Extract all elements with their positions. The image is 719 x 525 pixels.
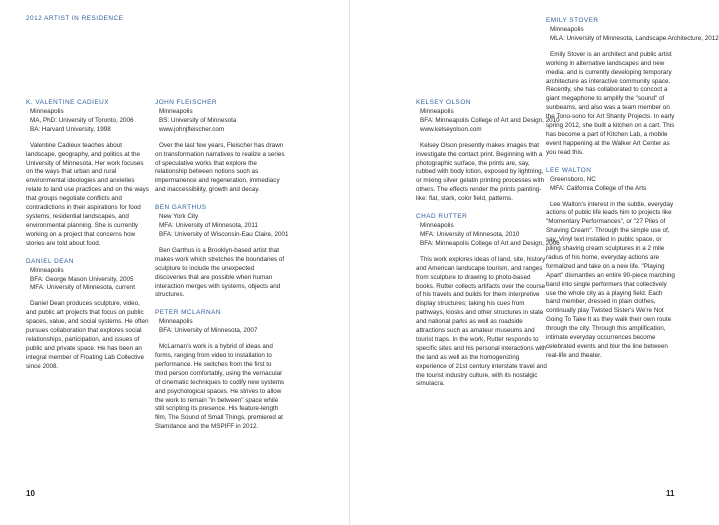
artist-bio: This work explores ideas of land, site, history and American landscape tourism, and ranges from sculpture to drawing to photo-based books. Rutter collects artifacts over the course of his travels and builds for them interpretive display structures; taking his cues from pathways, kiosks and other structures in state and national parks as well as roadside attractions such as amateur museums and tourist traps. In the work, Rutter responds to specific sites and his personal interactions with the land as well as the homogenizing experience of 21st century interstate travel and the tourist industry culture, with its nostalgic simulacra. <box>416 255 547 388</box>
artist-entry <box>416 213 560 389</box>
artist-credentials <box>155 213 289 240</box>
artist-bio: Kelsey Olson presently makes images that investigate the contact print. Beginning with a photographic surface, the prints are, say, rubbed with body lotion, exposed by lightning, or mixing silver gelatin printing processes with others. The effects render the prints painting-like: flat, stark, color field, patterns. <box>416 141 545 203</box>
credential-line: Minneapolis <box>420 108 454 115</box>
artist-credentials <box>546 176 675 194</box>
artist-bio: Ben Garthus is a Brooklyn-based artist that makes work which stretches the boundaries of sculpture to include the unexpected discoveries that are possible when human interaction merges with systems, objects and structures. <box>155 246 285 299</box>
credential-line: MFA: University of Minnesota, 2011 <box>159 222 258 230</box>
left-page <box>0 0 350 525</box>
credential-line: Minneapolis <box>159 318 193 326</box>
credential-line: www.kelseyolson.com <box>420 125 482 133</box>
artist-bio: Daniel Dean produces sculpture, video, and public art projects that focus on public spaces, value, and social systems. He often pursues collaboration that explores social relationships, participation, and issues of public and private space. He has been an integral member of Floating Lab Collective since 2008. <box>26 300 149 370</box>
page-number: 10 <box>26 489 35 498</box>
artist-entry <box>546 167 675 361</box>
artist-bio: McLarnan's work is a hybrid of ideas and forms, ranging from video to installation to performance. He switches from the first to third person comfortably, using the vernacular of cinematic techniques to codify new systems and psychological spaces. He strives to allow the work to remain "in between" space while still scripting its presence. His feature-length film, The Sound of Small Things, premiered at Slamdance and the MSPIFF in 2012. <box>155 343 285 431</box>
credential-line: Greensboro, NC <box>550 175 596 183</box>
credential-line: MFA: University of Minnesota, current <box>30 284 135 292</box>
credential-line: MA, PhD: University of Toronto, 2006 <box>30 116 134 124</box>
artist-bio: Over the last few years, Fleischer has drawn on transformation narratives to realize a series of speculative works that explore the relationship between notions such as impermanence and regeneration, immediacy and inaccessibility, growth and decay. <box>155 141 285 194</box>
artist-entry <box>155 204 289 300</box>
page-number: 11 <box>666 489 675 498</box>
artist-name: K. VALENTINE CADIEUX <box>26 99 110 106</box>
credential-line: MFA: University of Minnesota, 2010 <box>420 230 520 238</box>
right-page <box>350 0 719 525</box>
artist-entry <box>155 99 285 195</box>
artist-entry <box>416 99 560 204</box>
artist-entry <box>26 99 150 249</box>
artist-name: BEN GARTHUS <box>155 204 207 212</box>
credential-line: Minneapolis <box>420 222 454 230</box>
artist-credentials <box>416 222 560 249</box>
credential-line: www.johnjfleischer.com <box>159 125 225 133</box>
credential-line: Minneapolis <box>159 108 193 115</box>
credential-line: Minneapolis <box>30 266 64 274</box>
artist-entry <box>155 309 285 432</box>
right-page-column-2 <box>546 17 719 370</box>
credential-line: BFA: University of Wisconsin-Eau Claire, 2001 <box>159 230 289 238</box>
artist-credentials <box>155 318 285 336</box>
artist-credentials <box>155 108 285 135</box>
left-page-column-2 <box>155 99 289 441</box>
credential-line: BFA: Minneapolis College of Art and Design, 2006 <box>420 239 560 247</box>
credential-line: BFA: George Mason University, 2005 <box>30 275 134 283</box>
artist-entry <box>546 17 719 158</box>
artist-credentials <box>416 108 560 135</box>
artist-name: PETER MCLARNAN <box>155 309 221 317</box>
artist-entry <box>26 258 150 372</box>
credential-line: Minneapolis <box>30 108 64 115</box>
credential-line: MLA: University of Minnesota, Landscape Architecture, 2012 <box>550 34 719 42</box>
left-page-column-1 <box>26 99 150 381</box>
artist-credentials <box>26 108 150 135</box>
artist-name: KELSEY OLSON <box>416 99 471 106</box>
artist-bio: Lee Walton's interest in the subtle, everyday actions of public life leads him to projects like "Momentary Performances", or "27 Piles of Shaving Cream". Through the simple use of, say, Vinyl text installed in public space, or piling shaving cream sculptures in a 2 mile radius of his home, everyday actions are formalized and take on a new life. "Playing Apart" dismantles an entire 90-piece marching band into single performers that collectively use the whole city as a playing field. Each band member, dressed in plain clothes, continually play Twisted Sister's We're Not Going To Take It as they walk their own route through the city. Through this amplification, intimate everyday occurrences become celebrated events and blur the line between real-life and theater. <box>546 200 675 359</box>
credential-line: BFA: University of Minnesota, 2007 <box>159 327 258 335</box>
credential-line: BA: Harvard University, 1998 <box>30 125 111 133</box>
artist-bio: Valentine Cadieux teaches about landscape, geography, and politics at the University of Minnesota. Her work focuses on the ways that urban and rural environmental ideologies and anxieties relate to land use practices and on the ways that groups negotiate conflicts and contradictions in their aspirations for food systems, residential landscapes, and environmental planning. She is currently working on a project that concerns how stories are told about food. <box>26 141 149 247</box>
credential-line: BS: University of Minnesota <box>159 116 237 124</box>
artist-credentials <box>26 267 150 294</box>
credential-line: BFA: Minneapolis College of Art and Design, 2010 <box>420 116 560 124</box>
artist-name: EMILY STOVER <box>546 17 599 24</box>
credential-line: New York City <box>159 213 199 221</box>
right-page-column-1 <box>416 99 560 398</box>
artist-name: JOHN FLEISCHER <box>155 99 218 106</box>
page-header: 2012 ARTIST IN RESIDENCE <box>26 15 124 22</box>
artist-name: LEE WALTON <box>546 166 592 174</box>
artist-bio: Emily Stover is an architect and public artist working in alternative landscapes and new media, and is currently developing temporary architecture as interactive community space. Recently, she has collaborated to concoct a giant megaphone to amplify the "sound" of sunbeams, and also was a team member on the Tono-sono for Art Shanty Projects. In early spring 2012, she built a kitchen on a cart. This has become a part of Kitchen Lab, a mobile event happening at the Walker Art Center as you read this. <box>546 50 675 156</box>
artist-credentials <box>546 26 719 44</box>
credential-line: Minneapolis <box>550 26 584 33</box>
artist-name: DANIEL DEAN <box>26 257 74 265</box>
credential-line: MFA: California College of the Arts <box>550 184 647 192</box>
artist-name: CHAD RUTTER <box>416 213 468 221</box>
